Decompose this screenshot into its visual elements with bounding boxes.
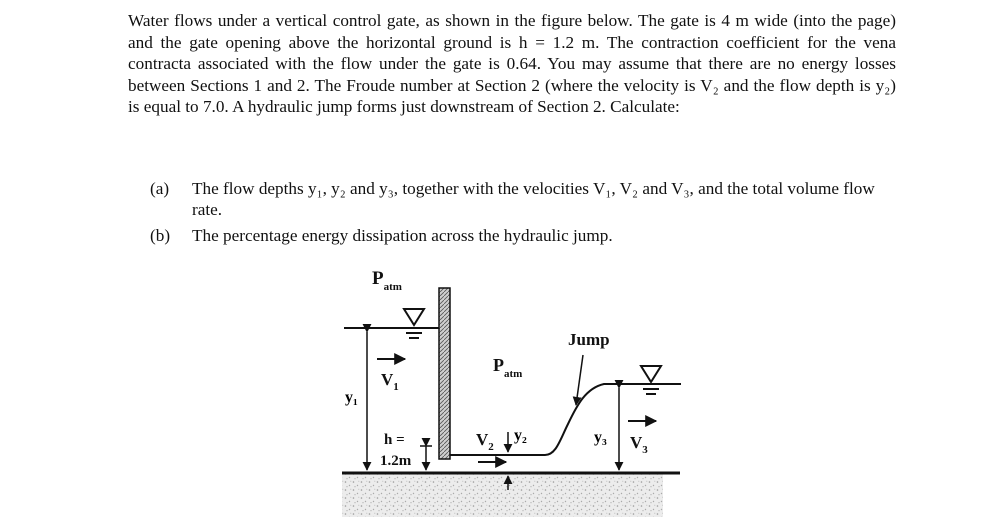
p-atm-upstream-label: $P_{atm}$	[372, 268, 402, 293]
v1-label: $V_1$	[381, 370, 399, 393]
upstream-surface-symbol	[404, 309, 424, 325]
y3-label: y₃	[594, 429, 607, 446]
v3-label: $V_3$	[630, 433, 648, 456]
part-a-text: The flow depths y₁, y₂ and y₃, together with the velocities V₁, V₂ and V₃, and the total volume flow rate.	[192, 179, 875, 219]
part-a-marker: (a)	[150, 179, 170, 198]
h-label-line1: h =	[384, 432, 405, 448]
control-gate	[439, 288, 450, 459]
y2-label: y₂	[514, 427, 527, 444]
ground-bed	[342, 473, 663, 517]
y1-label: y₁	[345, 389, 358, 406]
problem-statement: Water flows under a vertical control gate, as shown in the figure below. The gate is 4 m wide (into the page) and the gate opening above the horizontal ground is h = 1.2 m. The contraction coefficient for the vena contracta associated with the flow under the gate is 0.64. You may assume that there are no energy losses between Sections 1 and 2. The Froude number at Section 2 (where the velocity is V₂ and the flow depth is y₂) is equal to 7.0. A hydraulic jump forms just downstream of Section 2. Calculate:	[128, 11, 896, 117]
jump-pointer-arrow	[576, 355, 583, 405]
p-atm-downstream-label: $P_{atm}$	[493, 355, 523, 380]
h-label-line2: 1.2m	[380, 453, 412, 469]
part-b-marker: (b)	[150, 226, 171, 245]
downstream-surface-symbol	[641, 366, 661, 382]
part-b-text: The percentage energy dissipation across the hydraulic jump.	[192, 226, 613, 245]
jump-label: Jump	[568, 330, 610, 349]
v2-label: $V_2$	[476, 430, 494, 453]
